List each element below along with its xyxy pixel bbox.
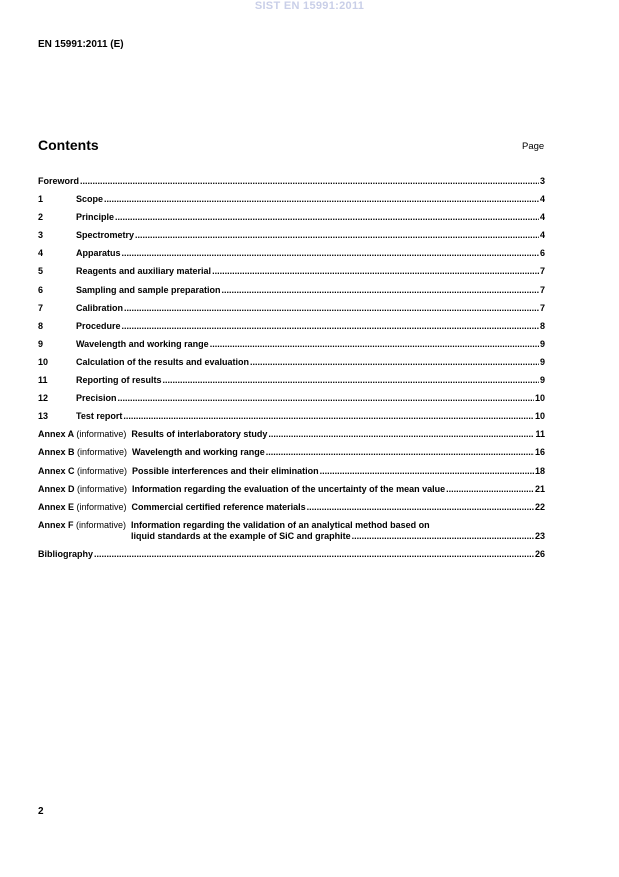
toc-entry-number: 4	[38, 248, 44, 259]
annex-label: Annex C (informative)	[38, 465, 128, 476]
toc-entry-test-report[interactable]	[38, 411, 545, 422]
toc-entry-calculation[interactable]	[38, 357, 545, 368]
toc-entry-principle[interactable]	[38, 212, 545, 223]
leader-dots	[122, 321, 539, 332]
toc-entry-title: Procedure	[76, 320, 121, 331]
toc-entry-number: 1	[38, 194, 44, 205]
watermark: SIST EN 15991:2011	[254, 0, 365, 12]
leader-dots	[118, 393, 534, 404]
toc-entry-precision[interactable]	[38, 393, 545, 404]
toc-entry-page: 7	[539, 284, 545, 295]
leader-dots	[352, 531, 534, 542]
toc-entry-title: Results of interlaboratory study	[131, 429, 268, 440]
toc-entry-title: Wavelength and working range	[132, 447, 265, 458]
leader-dots	[250, 357, 539, 368]
leader-dots	[94, 549, 534, 560]
toc-entry-bibliography[interactable]	[38, 549, 545, 560]
toc-entry-annex-a[interactable]	[38, 429, 545, 440]
toc-entry-title: Wavelength and working range	[76, 338, 209, 349]
toc-entry-page: 3	[539, 176, 545, 186]
toc-entry-title: Principle	[76, 212, 115, 223]
toc-entry-calibration[interactable]	[38, 303, 545, 314]
leader-dots	[268, 429, 534, 440]
toc-entry-title: Apparatus	[76, 248, 121, 259]
toc-entry-page: 11	[535, 429, 545, 440]
toc-entry-title: Reagents and auxiliary material	[76, 266, 212, 277]
toc-entry-title: Commercial certified reference materials	[131, 501, 306, 512]
leader-dots	[135, 230, 539, 241]
leader-dots	[307, 502, 534, 513]
table-of-contents	[38, 176, 545, 567]
leader-dots	[210, 339, 539, 350]
leader-dots	[163, 375, 539, 386]
leader-dots	[266, 447, 534, 458]
leader-dots	[446, 484, 534, 495]
leader-dots	[122, 248, 539, 259]
toc-entry-number: 12	[38, 393, 49, 404]
toc-entry-page: 4	[539, 230, 545, 241]
toc-entry-page: 23	[534, 530, 545, 541]
toc-entry-number: 11	[38, 375, 48, 386]
toc-entry-reporting[interactable]	[38, 375, 545, 386]
toc-entry-number: 5	[38, 266, 44, 277]
leader-dots	[104, 194, 539, 205]
toc-entry-annex-f[interactable]	[38, 520, 545, 542]
toc-entry-page: 4	[539, 194, 545, 205]
toc-entry-number: 9	[38, 338, 44, 349]
toc-entry-title: Calculation of the results and evaluation	[76, 356, 250, 367]
toc-entry-title-continued: liquid standards at the example of SiC and graphite	[131, 530, 351, 541]
toc-entry-page: 9	[539, 375, 545, 386]
toc-entry-title: Test report	[76, 411, 123, 422]
toc-entry-title: Possible interferences and their elimination	[132, 465, 319, 476]
toc-entry-number: 3	[38, 230, 44, 241]
toc-entry-title: Spectrometry	[76, 230, 135, 241]
annex-label: Annex F (informative)	[38, 519, 127, 530]
toc-entry-page: 6	[539, 248, 545, 259]
toc-entry-sampling[interactable]	[38, 285, 545, 296]
toc-entry-title: Sampling and sample preparation	[76, 284, 221, 295]
toc-entry-apparatus[interactable]	[38, 248, 545, 259]
toc-entry-title: Reporting of results	[76, 375, 162, 386]
toc-entry-page: 10	[534, 411, 545, 422]
toc-entry-number: 2	[38, 212, 44, 223]
document-id: EN 15991:2011 (E)	[38, 39, 124, 50]
toc-entry-title: Precision	[76, 393, 117, 404]
toc-entry-procedure[interactable]	[38, 321, 545, 332]
toc-entry-scope[interactable]	[38, 194, 545, 205]
page-column-label: Page	[522, 141, 545, 152]
toc-entry-title: Bibliography	[38, 548, 94, 559]
toc-entry-page: 18	[534, 465, 545, 476]
toc-entry-number: 7	[38, 302, 44, 313]
leader-dots	[123, 411, 534, 422]
toc-entry-page: 21	[534, 483, 545, 494]
annex-label: Annex D (informative)	[38, 483, 128, 494]
toc-entry-spectrometry[interactable]	[38, 230, 545, 241]
leader-dots	[222, 285, 539, 296]
toc-entry-page: 9	[539, 338, 545, 349]
toc-entry-number: 10	[38, 356, 49, 367]
toc-entry-page: 4	[539, 212, 545, 223]
toc-entry-title: Foreword	[38, 176, 80, 186]
page-number: 2	[38, 806, 44, 817]
leader-dots	[320, 466, 534, 477]
toc-entry-page: 7	[539, 266, 545, 277]
leader-dots	[80, 176, 539, 187]
leader-dots	[124, 303, 539, 314]
annex-label: Annex A (informative)	[38, 429, 127, 440]
page-title: Contents	[38, 137, 99, 153]
toc-entry-annex-d[interactable]	[38, 484, 545, 495]
annex-label: Annex E (informative)	[38, 501, 127, 512]
annex-label: Annex B (informative)	[38, 447, 128, 458]
toc-entry-title: Information regarding the validation of an analytical method based on	[131, 519, 430, 530]
toc-entry-number: 13	[38, 411, 49, 422]
toc-entry-page: 22	[534, 501, 545, 512]
toc-entry-page: 10	[534, 393, 545, 404]
toc-entry-title: Calibration	[76, 302, 124, 313]
toc-entry-foreword[interactable]	[38, 176, 545, 187]
toc-entry-page: 9	[539, 356, 545, 367]
leader-dots	[212, 266, 539, 277]
toc-entry-number: 8	[38, 320, 44, 331]
leader-dots	[115, 212, 539, 223]
toc-entry-annex-b[interactable]	[38, 447, 545, 458]
toc-entry-annex-c[interactable]	[38, 466, 545, 477]
toc-entry-title: Scope	[76, 194, 104, 205]
toc-entry-page: 26	[534, 548, 545, 559]
toc-entry-title: Information regarding the evaluation of the uncertainty of the mean value	[132, 483, 446, 494]
toc-entry-annex-e[interactable]	[38, 502, 545, 513]
toc-entry-number: 6	[38, 284, 44, 295]
toc-entry-page: 8	[539, 320, 545, 331]
toc-entry-page: 16	[534, 447, 545, 458]
toc-entry-page: 7	[539, 302, 545, 313]
toc-entry-reagents[interactable]	[38, 266, 545, 277]
toc-entry-wavelength[interactable]	[38, 339, 545, 350]
